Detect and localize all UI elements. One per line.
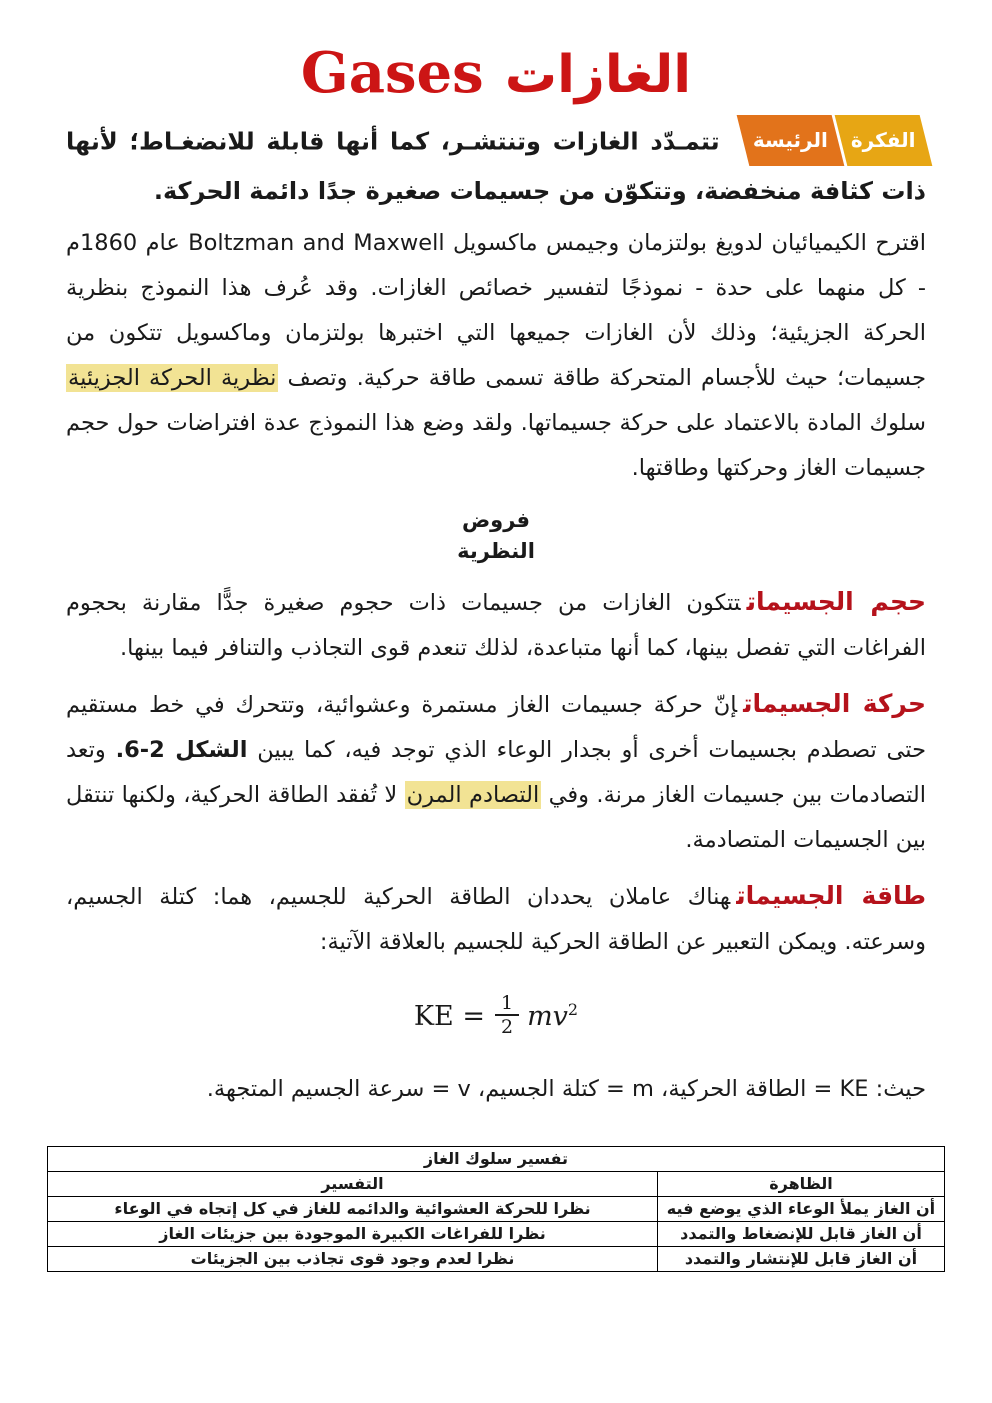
table-title-row xyxy=(48,1146,945,1171)
assumptions-heading-line2: النظرية xyxy=(457,538,535,563)
fraction xyxy=(495,992,519,1038)
table-row xyxy=(48,1246,945,1271)
intro-text-1: اقترح الكيميائيان لدويغ بولتزمان وجيمس ماكسويل Boltzman and Maxwell عام 1860م - كل منهما على حدة - نموذجًا لتفسير خصائص الغازات. وقد عُرف هذا النموذج بنظرية الحركة الجزيئية؛ وذلك لأن الغازات جميعها التي اختبرها بولتزمان وماكسويل تتكون من جسيمات؛ حيث للأجسام المتحركة طاقة تسمى طاقة حركية. وتصف xyxy=(66,229,926,391)
variable-definitions: حيث: KE = الطاقة الحركية، m = كتلة الجسيم، v = سرعة الجسيم المتجهة. xyxy=(206,1075,926,1102)
intro-text-2: سلوك المادة بالاعتماد على حركة جسيماتها. ولقد وضع هذا النموذج عدة افتراضات حول حجم جسيمات الغاز وحركتها وطاقتها. xyxy=(66,409,926,481)
title-english: Gases xyxy=(300,40,484,106)
elastic-collision-highlight: التصادم المرن xyxy=(406,781,540,808)
assumptions-heading xyxy=(66,505,926,567)
phenomenon-cell: أن الغاز قابل للإنضغاط والتمدد xyxy=(657,1221,944,1246)
assumptions-heading-line1: فروض xyxy=(461,507,531,532)
column-header-explanation: التفسير xyxy=(48,1171,658,1196)
energy-section-heading: طاقة الجسيمات xyxy=(736,880,926,910)
motion-section xyxy=(66,681,926,863)
explanation-cell: نظرا لعدم وجود قوى تجاذب بين الجزيئات xyxy=(48,1246,658,1271)
key-term-highlight: نظرية الحركة الجزيئية xyxy=(68,364,277,391)
phenomenon-cell: أن الغاز يملأ الوعاء الذي يوضع فيه xyxy=(657,1196,944,1221)
table-row xyxy=(48,1221,945,1246)
motion-text-3: لا تُفقد الطاقة الحركية، ولكنها تنتقل بين الجسيمات المتصادمة. xyxy=(66,781,926,853)
main-idea-paragraph xyxy=(66,117,926,215)
fraction-numerator: 1 xyxy=(495,992,519,1016)
energy-section xyxy=(66,873,926,965)
table-row xyxy=(48,1196,945,1221)
column-header-phenomenon: الظاهرة xyxy=(657,1171,944,1196)
kinetic-energy-formula xyxy=(66,991,926,1041)
motion-section-heading: حركة الجسيمات xyxy=(743,688,926,718)
formula-exponent: 2 xyxy=(567,1000,579,1020)
motion-text-1: إنّ حركة جسيمات الغاز مستمرة وعشوائية، وتتحرك في خط مستقيم حتى تصطدم بجسيمات أخرى أو بجدار الوعاء الذي توجد فيه، كما يبين xyxy=(66,691,926,763)
phenomenon-cell: أن الغاز قابل للإنتشار والتمدد xyxy=(657,1246,944,1271)
badge-secondary xyxy=(737,115,845,166)
intro-paragraph xyxy=(66,221,926,491)
energy-section-text: هناك عاملان يحددان الطاقة الحركية للجسيم، هما: كتلة الجسيم، وسرعته. ويمكن التعبير عن الطاقة الحركية للجسيم بالعلاقة الآتية: xyxy=(66,883,926,955)
main-idea-badge xyxy=(743,115,926,166)
table-title: تفسير سلوك الغاز xyxy=(48,1146,945,1171)
figure-reference: الشكل 2-6. xyxy=(115,736,248,763)
formula-lhs: KE = xyxy=(413,1001,485,1033)
fraction-denominator: 2 xyxy=(500,1015,514,1038)
badge-primary xyxy=(835,115,932,166)
volume-section-heading: حجم الجسيمات xyxy=(746,586,926,616)
badge-primary-label: الفكرة xyxy=(851,127,916,152)
explanation-cell: نظرا للحركة العشوائية والدائمه للغاز في كل إتجاه في الوعاء xyxy=(48,1196,658,1221)
gas-behavior-table xyxy=(47,1146,945,1272)
formula-variables xyxy=(527,1001,578,1032)
title-arabic: الغازات xyxy=(504,45,692,105)
table-header-row xyxy=(48,1171,945,1196)
motion-text-2: وتعد التصادمات بين جسيمات الغاز مرنة. وفي xyxy=(66,736,927,808)
page-title xyxy=(66,40,926,106)
volume-section xyxy=(66,579,926,671)
explanation-cell: نظرا للفراغات الكبيرة الموجودة بين جزيئات الغاز xyxy=(48,1221,658,1246)
badge-secondary-label: الرئيسة xyxy=(753,127,829,152)
main-idea-text: تتمـدّد الغازات وتنتشـر، كما أنها قابلة للانضغـاط؛ لأنها ذات كثافة منخفضة، وتتكوّن من جسيمات صغيرة جدًا دائمة الحركة. xyxy=(66,127,926,205)
formula-variable-mv: mv xyxy=(527,1001,568,1033)
volume-section-text: تتكون الغازات من جسيمات ذات حجوم صغيرة جدًّا مقارنة بحجوم الفراغات التي تفصل بينها، كما أنها متباعدة، لذلك تنعدم قوى التجاذب والتنافر فيما بينها. xyxy=(66,589,926,661)
